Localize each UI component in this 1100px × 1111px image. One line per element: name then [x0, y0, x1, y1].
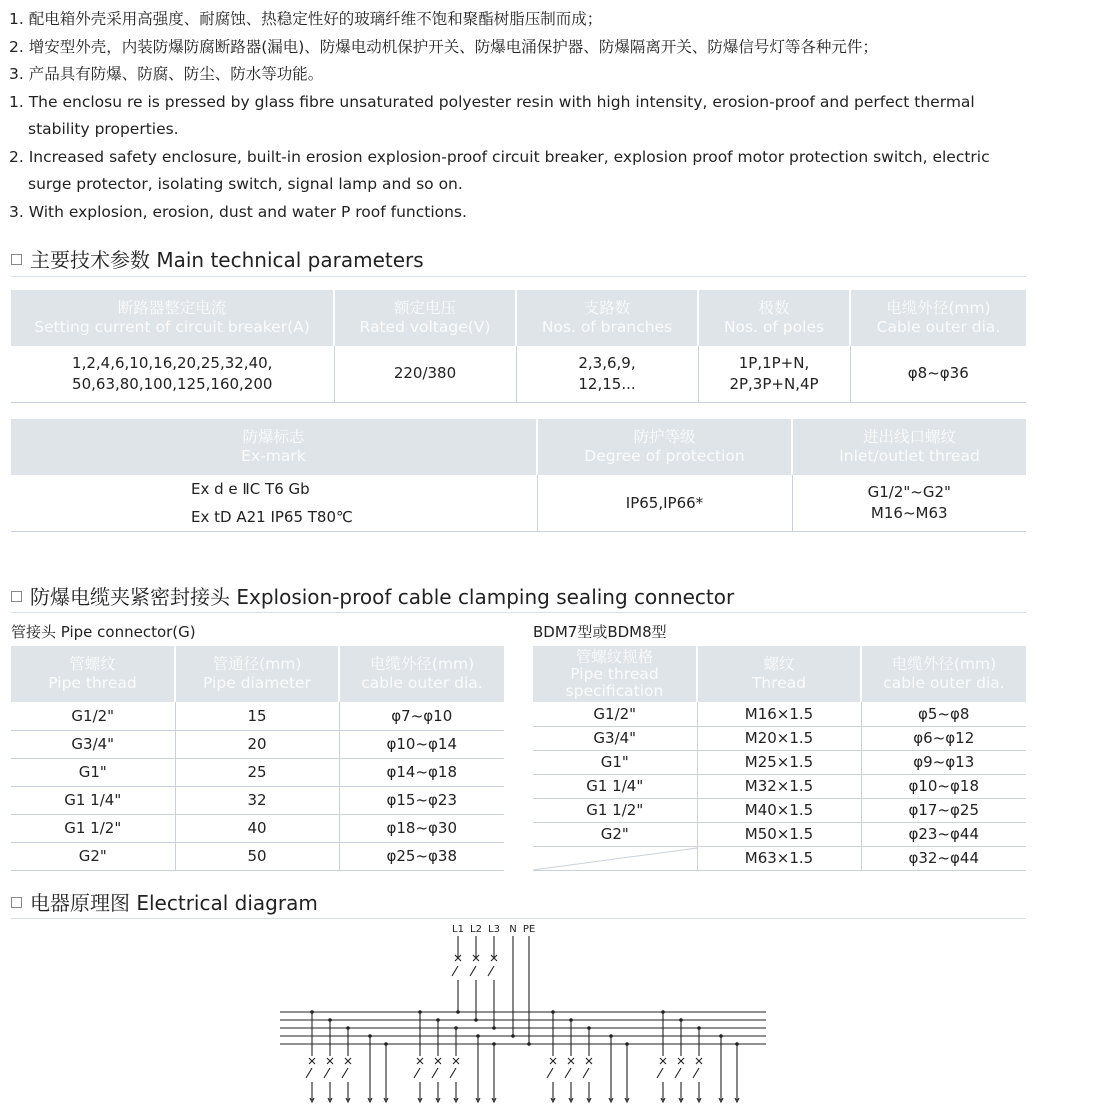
table-cell: 20 [175, 730, 339, 758]
switch-blade [657, 1068, 663, 1078]
table-header: 管通径(mm) Pipe diameter [175, 646, 339, 702]
table-cell: G1 1/2" [533, 798, 697, 822]
intro-en-1: 1. The enclosu re is pressed by glass fibre unsaturated polyester resin with high intensity, erosion-proof and perfect thermal [9, 92, 975, 111]
intro-cn-2: 2. 增安型外壳，内装防爆防腐断路器(漏电)、防爆电动机保护开关、防爆电涌保护器、防爆隔离开关、防爆信号灯等各种元件； [9, 37, 878, 56]
junction-dot [661, 1010, 665, 1014]
junction-dot [527, 1042, 531, 1046]
intro-en-1-cont: stability properties. [28, 120, 179, 138]
table-header: 螺纹 Thread [697, 646, 861, 702]
junction-dot [436, 1018, 440, 1022]
switch-blade [565, 1068, 571, 1078]
table-cell: G3/4" [11, 730, 175, 758]
switch-blade [452, 966, 458, 976]
table-cell: 32 [175, 786, 339, 814]
junction-dot [511, 1034, 515, 1038]
table-header: 防爆标志 Ex-mark [11, 419, 537, 475]
switch-blade [583, 1068, 589, 1078]
pipe-connector-table [11, 646, 504, 871]
table-cell: φ14~φ18 [339, 758, 504, 786]
checkbox-square-icon [11, 591, 22, 602]
terminal-label: L1 [452, 924, 464, 935]
junction-dot [735, 1042, 739, 1046]
section-title-connector: 防爆电缆夹紧密封接头 Explosion-proof cable clamping sealing connector [11, 581, 734, 610]
table-cell: G2" [11, 842, 175, 870]
terminal-label: PE [522, 924, 536, 935]
table-cell: 1P,1P+N, 2P,3P+N,4P [698, 346, 850, 402]
bdm-label: BDM7型或BDM8型 [533, 623, 667, 641]
switch-blade [432, 1068, 438, 1078]
table-header: 进出线口螺纹 Inlet/outlet thread [792, 419, 1026, 475]
table-header: 电缆外径(mm) Cable outer dia. [850, 290, 1026, 346]
table-row [11, 730, 504, 758]
table-row [11, 475, 1026, 532]
electrical-diagram [270, 918, 770, 1108]
table-row [533, 822, 1026, 846]
intro-text [9, 6, 1094, 226]
table-cell: φ15~φ23 [339, 786, 504, 814]
table-cell: φ18~φ30 [339, 814, 504, 842]
table-cell: φ10~φ18 [861, 774, 1026, 798]
table-cell: 15 [175, 702, 339, 730]
table-cell: φ9~φ13 [861, 750, 1026, 774]
switch-blade [547, 1068, 553, 1078]
table-cell: φ7~φ10 [339, 702, 504, 730]
table-row [11, 786, 504, 814]
breaker-x-icon [696, 1058, 702, 1064]
table-cell: 25 [175, 758, 339, 786]
breaker-x-icon [309, 1058, 315, 1064]
junction-dot [569, 1018, 573, 1022]
table-header: 极数 Nos. of poles [698, 290, 850, 346]
table-cell: M20×1.5 [697, 726, 861, 750]
table-cell: φ32~φ44 [861, 846, 1026, 870]
bdm-table [533, 646, 1026, 871]
table-cell: G1/2" [11, 702, 175, 730]
junction-dot [697, 1026, 701, 1030]
table-header: 防护等级 Degree of protection [537, 419, 792, 475]
table-cell: M50×1.5 [697, 822, 861, 846]
table-header: 管螺纹 Pipe thread [11, 646, 175, 702]
table-cell: G1/2" [533, 702, 697, 726]
table-cell: φ10~φ14 [339, 730, 504, 758]
junction-dot [346, 1026, 350, 1030]
breaker-x-icon [345, 1058, 351, 1064]
switch-blade [342, 1068, 348, 1078]
junction-dot [551, 1010, 555, 1014]
breaker-x-icon [550, 1058, 556, 1064]
junction-dot [679, 1018, 683, 1022]
switch-blade [470, 966, 476, 976]
table-row [11, 702, 504, 730]
table-row [533, 774, 1026, 798]
table-row [533, 846, 1026, 870]
switch-blade [675, 1068, 681, 1078]
junction-dot [418, 1010, 422, 1014]
table-cell: 2,3,6,9, 12,15... [516, 346, 698, 402]
table-cell: M25×1.5 [697, 750, 861, 774]
switch-blade [450, 1068, 456, 1078]
junction-dot [476, 1034, 480, 1038]
intro-en-2: 2. Increased safety enclosure, built-in erosion explosion-proof circuit breaker, explosion proof motor protection switch, electric [9, 147, 990, 166]
switch-blade [306, 1068, 312, 1078]
junction-dot [310, 1010, 314, 1014]
table-header: 电缆外径(mm) cable outer dia. [339, 646, 504, 702]
table-header: 断路器整定电流 Setting current of circuit breaker(A) [11, 290, 334, 346]
breaker-x-icon [678, 1058, 684, 1064]
terminal-label: N [509, 924, 517, 935]
tech-table-2 [11, 419, 1026, 532]
breaker-x-icon [568, 1058, 574, 1064]
table-cell: M32×1.5 [697, 774, 861, 798]
switch-blade [693, 1068, 699, 1078]
junction-dot [492, 1026, 496, 1030]
table-cell: Ex d e ⅡC T6 Gb Ex tD A21 IP65 T80℃ [11, 475, 537, 532]
tech-table-1 [11, 290, 1026, 403]
table-cell: G1" [11, 758, 175, 786]
table-cell: M16×1.5 [697, 702, 861, 726]
table-header: 电缆外径(mm) cable outer dia. [861, 646, 1026, 702]
table-row [533, 702, 1026, 726]
table-header: 支路数 Nos. of branches [516, 290, 698, 346]
junction-dot [474, 1018, 478, 1022]
junction-dot [719, 1034, 723, 1038]
table-cell: 50 [175, 842, 339, 870]
table-cell: 1,2,4,6,10,16,20,25,32,40, 50,63,80,100,125,160,200 [11, 346, 334, 402]
table-header: 额定电压 Rated voltage(V) [334, 290, 516, 346]
breaker-x-icon [417, 1058, 423, 1064]
table-cell: M40×1.5 [697, 798, 861, 822]
junction-dot [384, 1042, 388, 1046]
breaker-x-icon [327, 1058, 333, 1064]
junction-dot [368, 1034, 372, 1038]
table-cell: φ23~φ44 [861, 822, 1026, 846]
section-rule [11, 276, 1026, 277]
breaker-x-icon [660, 1058, 666, 1064]
table-row [533, 750, 1026, 774]
table-cell: G3/4" [533, 726, 697, 750]
checkbox-square-icon [11, 897, 22, 908]
table-row [11, 758, 504, 786]
switch-blade [414, 1068, 420, 1078]
junction-dot [587, 1026, 591, 1030]
section-title-tech: 主要技术参数 Main technical parameters [11, 244, 424, 273]
junction-dot [456, 1010, 460, 1014]
pipe-connector-label: 管接头 Pipe connector(G) [11, 623, 196, 641]
intro-en-3: 3. With explosion, erosion, dust and water P roof functions. [9, 202, 467, 221]
junction-dot [625, 1042, 629, 1046]
section-rule [11, 612, 1026, 613]
table-cell: G1" [533, 750, 697, 774]
table-row [533, 798, 1026, 822]
table-cell: M63×1.5 [697, 846, 861, 870]
junction-dot [492, 1042, 496, 1046]
intro-cn-1: 1. 配电箱外壳采用高强度、耐腐蚀、热稳定性好的玻璃纤维不饱和聚酯树脂压制而成； [9, 10, 603, 28]
switch-blade [324, 1068, 330, 1078]
table-cell: G1 1/4" [533, 774, 697, 798]
terminal-label: L2 [470, 924, 482, 935]
table-cell: φ25~φ38 [339, 842, 504, 870]
checkbox-square-icon [11, 254, 22, 265]
breaker-x-icon [586, 1058, 592, 1064]
table-cell: 40 [175, 814, 339, 842]
table-cell: G1 1/4" [11, 786, 175, 814]
intro-en-2-cont: surge protector, isolating switch, signal lamp and so on. [28, 175, 463, 193]
junction-dot [609, 1034, 613, 1038]
breaker-x-icon [453, 1058, 459, 1064]
junction-dot [454, 1026, 458, 1030]
table-row [11, 842, 504, 870]
table-cell: IP65,IP66* [537, 475, 792, 532]
table-cell: G2" [533, 822, 697, 846]
table-cell: φ8~φ36 [850, 346, 1026, 402]
terminal-label: L3 [488, 924, 500, 935]
table-row [11, 346, 1026, 402]
table-cell: G1/2"~G2" M16~M63 [792, 475, 1026, 532]
intro-cn-3: 3. 产品具有防爆、防腐、防尘、防水等功能。 [9, 65, 324, 83]
table-cell: 220/380 [334, 346, 516, 402]
table-header: 管螺纹规格 Pipe thread specification [533, 646, 697, 702]
diagonal-slash-icon [533, 847, 697, 871]
junction-dot [328, 1018, 332, 1022]
section-title-diagram: 电器原理图 Electrical diagram [11, 887, 318, 916]
table-cell: φ17~φ25 [861, 798, 1026, 822]
breaker-x-icon [435, 1058, 441, 1064]
table-cell: G1 1/2" [11, 814, 175, 842]
table-cell: φ6~φ12 [861, 726, 1026, 750]
table-cell-empty [533, 846, 697, 870]
table-row [533, 726, 1026, 750]
table-row [11, 814, 504, 842]
table-cell: φ5~φ8 [861, 702, 1026, 726]
switch-blade [488, 966, 494, 976]
